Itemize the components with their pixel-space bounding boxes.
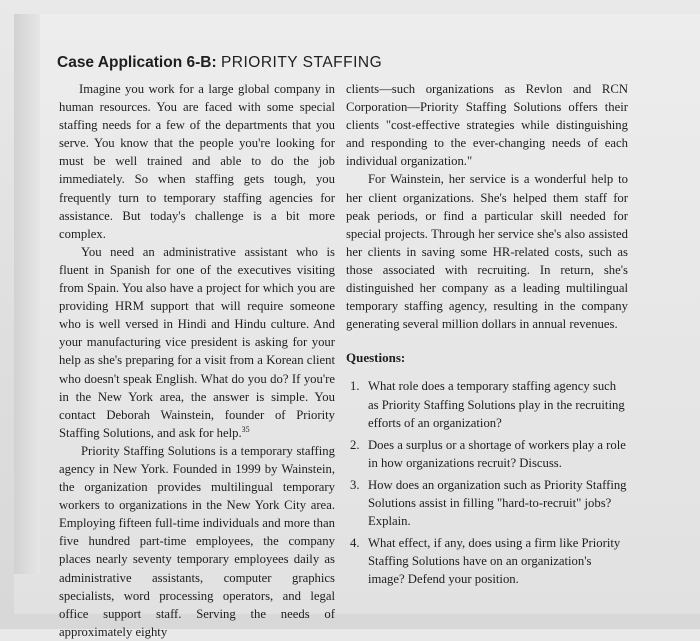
- question-text: Does a surplus or a shortage of workers play a role in how organizations recruit? Discuss.: [368, 437, 626, 470]
- question-item: [346, 436, 628, 472]
- question-item: [346, 377, 628, 431]
- case-label: Case Application 6-B:: [57, 54, 217, 71]
- question-number: 4.: [350, 536, 360, 551]
- paragraph: For Wainstein, her service is a wonderful help to her client organizations. She's helped them staff for peak periods, or find a particular skill needed for special projects. Through her service she's also assisted her clients in saving some HR-related costs, such as those associated with recruiting. In return, she's distinguished her company as a leading multilingual temporary staffing agency, resulting in the company generating several million dollars in annual revenues.: [346, 172, 628, 332]
- question-item: [346, 476, 628, 530]
- question-text: What effect, if any, does using a firm like Priority Staffing Solutions have on an organization's image? Defend your position.: [368, 536, 621, 587]
- questions-heading: Questions:: [346, 350, 406, 366]
- case-heading: PRIORITY STAFFING: [220, 54, 383, 71]
- question-item: [346, 534, 628, 588]
- question-text: How does an organization such as Priority Staffing Solutions assist in filling "hard-to-recruit" jobs? Explain.: [368, 477, 627, 529]
- right-column: [346, 80, 628, 592]
- case-title: [57, 54, 382, 72]
- paragraph: Imagine you work for a large global company in human resources. You are faced with some special staffing needs for a few of the departments that you serve. You know that the people you're looking for must be well trained and able to do the job immediately. So when staffing gets tough, you frequently turn to temporary staffing agencies for assistance. But today's challenge is a bit more complex.: [59, 82, 335, 241]
- page-gutter-shadow: [14, 14, 40, 574]
- paragraph: Priority Staffing Solutions is a temporary staffing agency in New York. Founded in 1999 by Wainstein, the organization provides multilingual temporary workers to organizations in the New York City area. Employing fifteen full-time individuals and more than five hundred part-time employees, the company places nearly seventy temporary employees daily as administrative assistants, computer graphics specialists, word processing operators, and legal office support staff. Serving the needs of approximately eighty: [59, 443, 335, 639]
- footnote-marker: 35: [241, 424, 250, 434]
- question-text: What role does a temporary staffing agency such as Priority Staffing Solutions play in the recruiting efforts of an organization?: [368, 379, 625, 430]
- question-number: 1.: [350, 379, 360, 394]
- questions-list: [346, 377, 628, 588]
- paragraph-text: You need an administrative assistant who is fluent in Spanish for one of the executives visiting from Spain. You also have a project for which you are providing HRM support that will require someone who is well versed in Hindi and Hindu culture. And your manufacturing vice president is asking for your help as she's preparing for a visit from a Korean client who doesn't speak English. What do you do? If you're in the New York area, the answer is simple. You contact Deborah Wainstein, founder of Priority Staffing Solutions, and ask for help.: [59, 244, 335, 440]
- paragraph: [59, 243, 335, 442]
- paragraph: clients—such organizations as Revlon and RCN Corporation—Priority Staffing Solutions offers their clients "cost-effective strategies while distinguishing and responding to the ever-changing needs of each individual organization.": [346, 82, 628, 169]
- left-column: [59, 80, 335, 641]
- question-number: 3.: [350, 477, 360, 492]
- question-number: 2.: [350, 437, 360, 452]
